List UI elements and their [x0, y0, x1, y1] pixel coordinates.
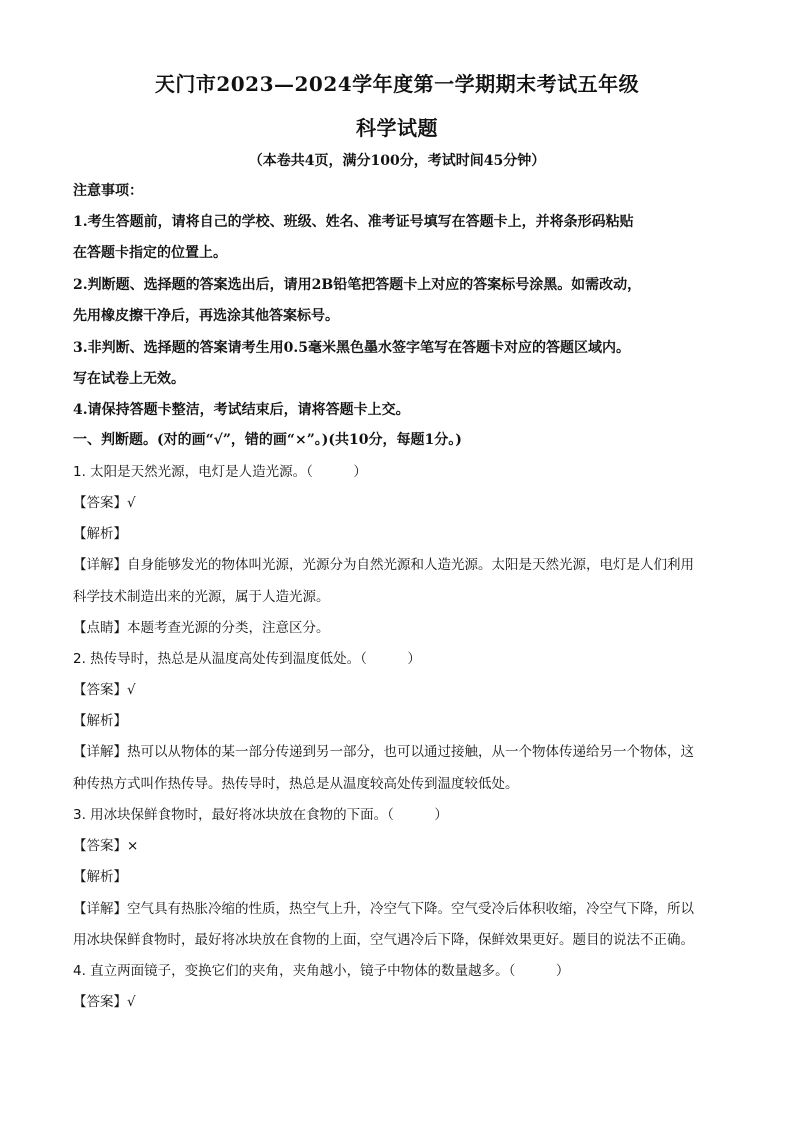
answer-tag: 【答案】 [73, 682, 127, 698]
section-heading: 一、判断题。(对的画“√”，错的画“×”。)(共10分，每题1分。) [73, 432, 462, 448]
detail-line [73, 899, 694, 919]
answer-value: √ [127, 682, 136, 698]
answer-value: √ [127, 495, 136, 511]
detail-line [73, 555, 694, 575]
answer-tag: 【答案】 [73, 838, 127, 854]
answer-tag: 【答案】 [73, 495, 127, 511]
notice-line: 先用橡皮擦干净后，再选涂其他答案标号。 [73, 308, 339, 324]
detail-text: 空气具有热胀冷缩的性质，热空气上升，冷空气下降。空气受冷后体积收缩，冷空气下降，所以 [127, 901, 694, 917]
comment-line [73, 618, 330, 638]
question-stem: 2. 热传导时，热总是从温度高处传到温度低处。（ ） [73, 651, 421, 667]
detail-tag: 【详解】 [73, 901, 127, 917]
notice-heading: 注意事项： [73, 183, 143, 199]
answer-line [73, 493, 136, 513]
question-stem: 4. 直立两面镜子，变换它们的夹角，夹角越小，镜子中物体的数量越多。（ ） [73, 963, 570, 979]
answer-value: × [127, 838, 139, 854]
detail-text: 自身能够发光的物体叫光源，光源分为自然光源和人造光源。太阳是天然光源，电灯是人们利用 [127, 557, 694, 573]
detail-text: 种传热方式叫作热传导。热传导时，热总是从温度较高处传到温度较低处。 [73, 776, 519, 792]
notice-line: 1.考生答题前，请将自己的学校、班级、姓名、准考证号填写在答题卡上，并将条形码粘贴 [73, 214, 634, 230]
question-stem: 1. 太阳是天然光源，电灯是人造光源。（ ） [73, 464, 367, 480]
notice-line: 2.判断题、选择题的答案选出后，请用2B铅笔把答题卡上对应的答案标号涂黑。如需改动， [73, 277, 642, 293]
analysis-tag: 【解析】 [73, 869, 127, 885]
detail-line [73, 742, 694, 762]
notice-line: 在答题卡指定的位置上。 [73, 245, 227, 261]
exam-title: 天门市2023—2024学年度第一学期期末考试五年级 [154, 72, 640, 96]
detail-tag: 【详解】 [73, 744, 127, 760]
detail-text: 用冰块保鲜食物时，最好将冰块放在食物的上面，空气遇冷后下降，保鲜效果更好。题目的说法不正确。 [73, 932, 694, 948]
comment-tag: 【点睛】 [73, 620, 127, 636]
comment-text: 本题考查光源的分类，注意区分。 [127, 620, 330, 636]
question-stem: 3. 用冰块保鲜食物时，最好将冰块放在食物的下面。（ ） [73, 807, 448, 823]
detail-text: 科学技术制造出来的光源，属于人造光源。 [73, 589, 330, 605]
notice-line: 4.请保持答题卡整洁，考试结束后，请将答题卡上交。 [73, 402, 410, 418]
detail-tag: 【详解】 [73, 557, 127, 573]
notice-line: 3.非判断、选择题的答案请考生用0.5毫米黑色墨水签字笔写在答题卡对应的答题区域内。 [73, 340, 630, 356]
detail-text: 热可以从物体的某一部分传递到另一部分，也可以通过接触，从一个物体传递给另一个物体，这 [127, 744, 694, 760]
subject-title: 科学试题 [356, 116, 438, 140]
analysis-tag: 【解析】 [73, 713, 127, 729]
exam-info: （本卷共4页，满分100分，考试时间45分钟） [248, 153, 546, 169]
answer-line [73, 680, 136, 700]
notice-line: 写在试卷上无效。 [73, 371, 185, 387]
analysis-tag: 【解析】 [73, 526, 127, 542]
answer-value: √ [127, 994, 136, 1010]
answer-line [73, 836, 138, 856]
answer-line [73, 992, 136, 1012]
answer-tag: 【答案】 [73, 994, 127, 1010]
